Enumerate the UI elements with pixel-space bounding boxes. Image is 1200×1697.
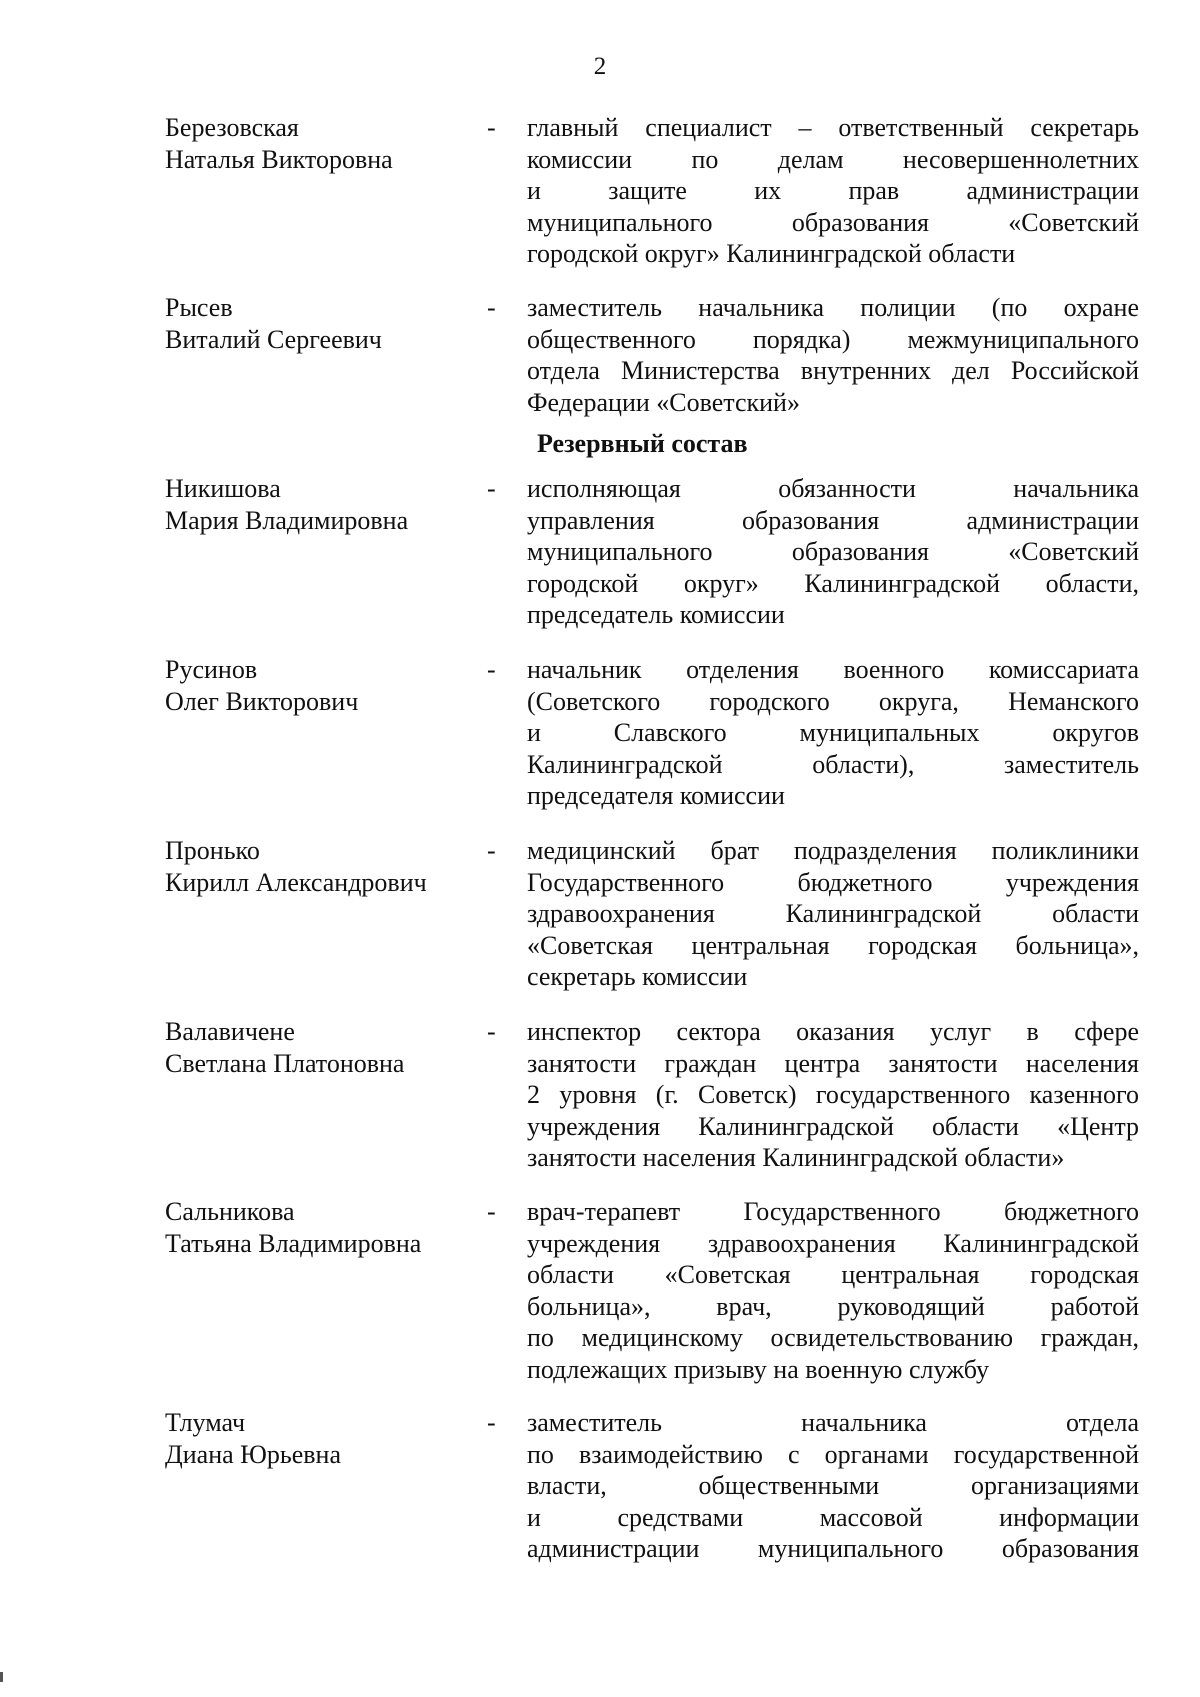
position-line: секретарь комиссии xyxy=(527,962,748,991)
position-line: занятости населения Калининградской области» xyxy=(527,1143,1065,1172)
position-line: муниципального образования «Советский xyxy=(527,207,1139,237)
position-line: учреждения здравоохранения Калининградской xyxy=(527,1228,1139,1258)
member-position xyxy=(527,1196,1139,1385)
position-line: комиссии по делам несовершеннолетних xyxy=(527,144,1139,174)
position-line: врач-терапевт Государственного бюджетного xyxy=(527,1197,1139,1226)
position-line: заместитель начальника полиции (по охране xyxy=(527,293,1139,322)
reserve-section-heading: Резервный состав xyxy=(537,429,748,458)
position-line: заместитель начальника отдела xyxy=(527,1408,1139,1437)
dash-separator: - xyxy=(487,1017,496,1046)
position-line: занятости граждан центра занятости населения xyxy=(527,1048,1139,1078)
member-surname: Тлумач xyxy=(165,1408,246,1437)
member-position xyxy=(527,112,1139,270)
member-surname: Валавичене xyxy=(165,1017,295,1046)
member-position xyxy=(527,654,1139,812)
position-line: отдела Министерства внутренних дел Российской xyxy=(527,356,1139,385)
member-name xyxy=(165,473,485,536)
position-line: Федерации «Советский» xyxy=(527,387,800,417)
dash-separator: - xyxy=(487,293,496,322)
member-surname: Пронько xyxy=(165,836,260,865)
position-line: муниципального образования «Советский xyxy=(527,537,1139,566)
position-line: и Славского муниципальных округов xyxy=(527,718,1139,747)
scan-speck xyxy=(0,1672,3,1682)
dash-separator: - xyxy=(487,474,496,503)
dash-separator: - xyxy=(487,1408,496,1437)
member-surname: Березовская xyxy=(165,113,299,142)
member-name xyxy=(165,1407,485,1470)
dash-separator: - xyxy=(487,113,496,142)
member-name xyxy=(165,1016,485,1079)
member-given-names: Светлана Платоновна xyxy=(165,1048,405,1078)
member-surname: Рысев xyxy=(165,293,233,322)
position-line: общественного порядка) межмуниципального xyxy=(527,324,1139,354)
member-name xyxy=(165,835,485,898)
position-line: здравоохранения Калининградской области xyxy=(527,899,1139,928)
member-surname: Русинов xyxy=(165,655,258,684)
position-line: и защите их прав администрации xyxy=(527,176,1139,205)
member-given-names: Диана Юрьевна xyxy=(165,1439,341,1469)
member-name xyxy=(165,1196,485,1259)
member-given-names: Виталий Сергеевич xyxy=(165,324,382,354)
position-line: управления образования администрации xyxy=(527,505,1139,535)
position-line: исполняющая обязанности начальника xyxy=(527,474,1139,503)
member-surname: Никишова xyxy=(165,474,281,503)
position-line: власти, общественными организациями xyxy=(527,1471,1139,1500)
member-given-names: Мария Владимировна xyxy=(165,505,409,535)
member-given-names: Татьяна Владимировна xyxy=(165,1228,422,1258)
position-line: «Советская центральная городская больница», xyxy=(527,930,1139,960)
member-name xyxy=(165,112,485,175)
member-given-names: Олег Викторович xyxy=(165,686,359,716)
position-line: области «Советская центральная городская xyxy=(527,1260,1139,1289)
position-line: городской округ» Калининградской области xyxy=(527,239,1016,268)
position-line: больница», врач, руководящий работой xyxy=(527,1291,1139,1321)
position-line: (Советского городского округа, Неманского xyxy=(527,686,1139,716)
position-line: администрации муниципального образования xyxy=(527,1534,1139,1563)
member-position xyxy=(527,835,1139,993)
member-surname: Сальникова xyxy=(165,1197,295,1226)
member-position xyxy=(527,473,1139,631)
member-position xyxy=(527,1016,1139,1174)
member-position xyxy=(527,292,1139,418)
position-line: медицинский брат подразделения поликлиники xyxy=(527,836,1139,865)
position-line: по медицинскому освидетельствованию граждан, xyxy=(527,1323,1139,1352)
dash-separator: - xyxy=(487,836,496,865)
position-line: городской округ» Калининградской области, xyxy=(527,568,1139,598)
position-line: Калининградской области), заместитель xyxy=(527,749,1139,779)
member-name xyxy=(165,292,485,355)
member-given-names: Наталья Викторовна xyxy=(165,144,393,174)
position-line: главный специалист – ответственный секретарь xyxy=(527,113,1139,142)
page-number: 2 xyxy=(593,53,607,80)
position-line: начальник отделения военного комиссариата xyxy=(527,655,1139,684)
position-line: по взаимодействию с органами государственной xyxy=(527,1439,1139,1469)
position-line: 2 уровня (г. Советск) государственного казенного xyxy=(527,1080,1139,1109)
position-line: подлежащих призыву на военную службу xyxy=(527,1354,989,1384)
dash-separator: - xyxy=(487,1197,496,1226)
position-line: Государственного бюджетного учреждения xyxy=(527,867,1139,897)
position-line: председатель комиссии xyxy=(527,600,785,629)
position-line: инспектор сектора оказания услуг в сфере xyxy=(527,1017,1139,1046)
member-position xyxy=(527,1407,1139,1565)
position-line: председателя комиссии xyxy=(527,781,785,810)
member-given-names: Кирилл Александрович xyxy=(165,867,427,897)
position-line: и средствами массовой информации xyxy=(527,1502,1139,1532)
position-line: учреждения Калининградской области «Центр xyxy=(527,1111,1139,1141)
member-name xyxy=(165,654,485,717)
dash-separator: - xyxy=(487,655,496,684)
